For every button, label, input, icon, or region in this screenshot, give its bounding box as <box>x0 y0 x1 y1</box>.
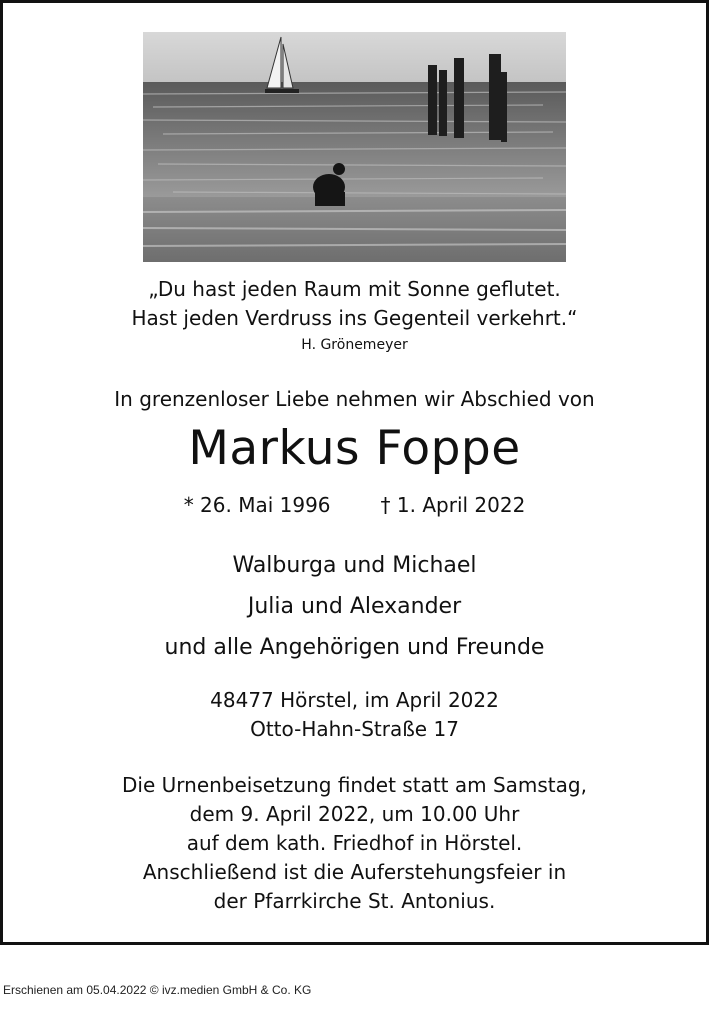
quote <box>3 275 706 333</box>
family-list <box>3 545 706 668</box>
ceremony-line: der Pfarrkirche St. Antonius. <box>213 889 496 913</box>
ceremony-line: dem 9. April 2022, um 10.00 Uhr <box>189 802 520 826</box>
publication-footer: Erschienen am 05.04.2022 © ivz.medien GmbH & Co. KG <box>3 983 312 997</box>
family-line: Walburga und Michael <box>232 553 477 578</box>
ceremony-info <box>3 771 706 916</box>
life-dates <box>3 493 706 517</box>
intro-text: In grenzenloser Liebe nehmen wir Abschied von <box>114 387 595 411</box>
quote-author: H. Grönemeyer <box>301 337 408 353</box>
address-block <box>3 686 706 744</box>
ceremony-line: Die Urnenbeisetzung findet statt am Samstag, <box>122 773 587 797</box>
birth-date: * 26. Mai 1996 <box>183 493 331 517</box>
ceremony-line: auf dem kath. Friedhof in Hörstel. <box>186 831 523 855</box>
address-line: Otto-Hahn-Straße 17 <box>250 717 459 741</box>
beach-photo <box>143 32 566 262</box>
address-line: 48477 Hörstel, im April 2022 <box>210 688 499 712</box>
quote-line-1: „Du hast jeden Raum mit Sonne geflutet. <box>148 277 561 301</box>
family-line: Julia und Alexander <box>247 594 462 619</box>
deceased-name: Markus Foppe <box>188 421 521 476</box>
family-line: und alle Angehörigen und Freunde <box>164 635 545 660</box>
ceremony-line: Anschließend ist die Auferstehungsfeier in <box>142 860 567 884</box>
quote-line-2: Hast jeden Verdruss ins Gegenteil verkehrt.“ <box>131 306 578 330</box>
death-date: † 1. April 2022 <box>380 493 526 517</box>
